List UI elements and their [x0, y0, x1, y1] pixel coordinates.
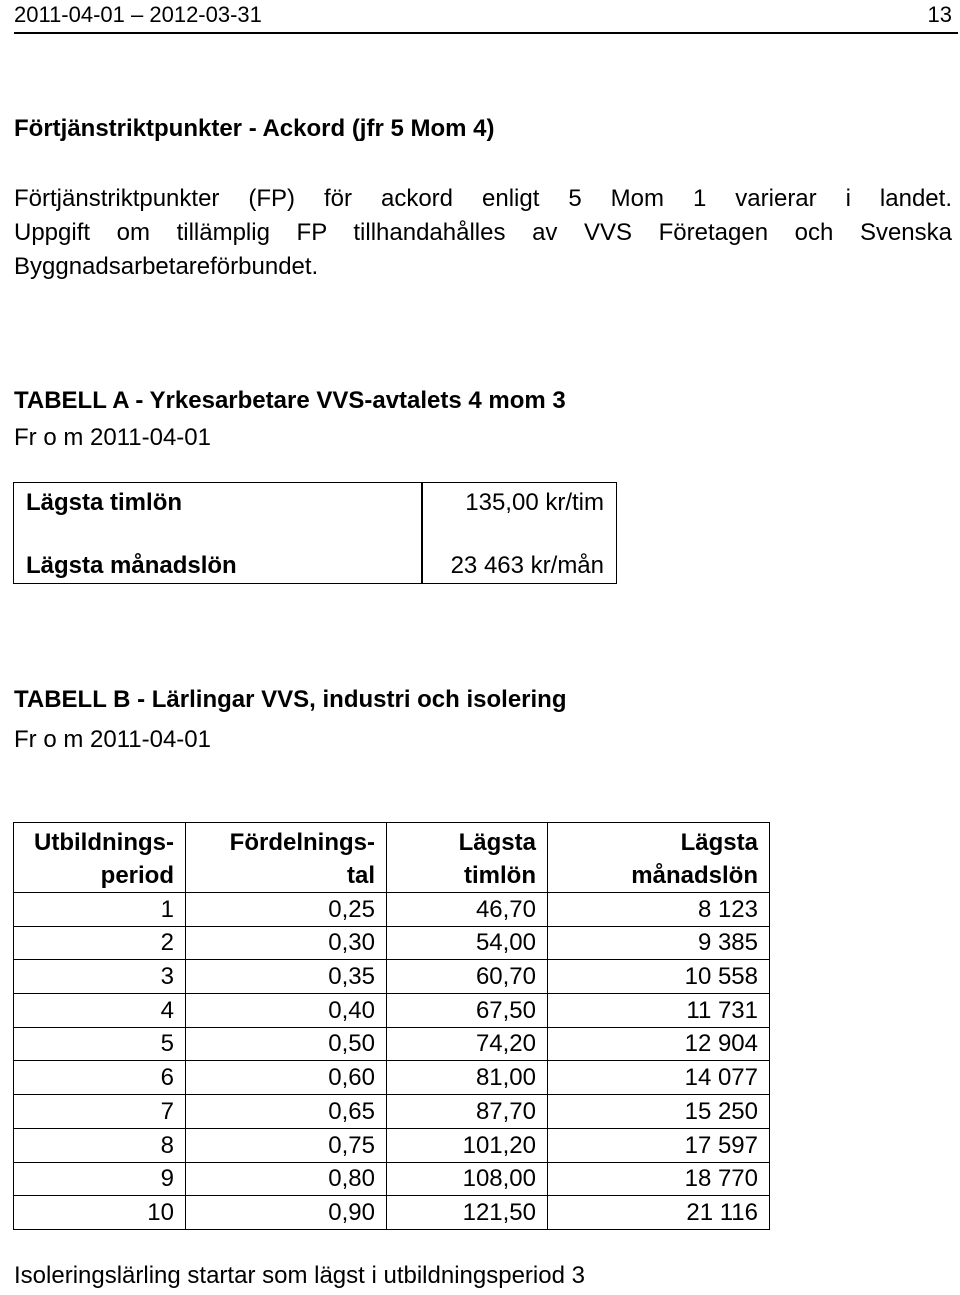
- cell-rate: 0,40: [186, 994, 387, 1028]
- cell-rate: 0,35: [186, 960, 387, 994]
- table-b-title: TABELL B - Lärlingar VVS, industri och isolering: [14, 686, 567, 713]
- table-b: [13, 822, 770, 1230]
- header-divider: [14, 32, 958, 34]
- table-a-label-monthly: Lägsta månadslön: [26, 552, 237, 579]
- cell-monthly: 15 250: [548, 1095, 770, 1129]
- header-distribution-rate-line1: Fördelnings-: [229, 829, 375, 856]
- cell-monthly: 8 123: [548, 893, 770, 927]
- cell-hourly: 54,00: [387, 926, 548, 960]
- cell-hourly: 74,20: [387, 1027, 548, 1061]
- cell-rate: 0,60: [186, 1061, 387, 1095]
- cell-period: 4: [14, 994, 186, 1028]
- header-distribution-rate: [186, 823, 387, 893]
- header-training-period: [14, 823, 186, 893]
- table-row: [14, 1095, 770, 1129]
- table-a-column-divider: [421, 483, 423, 583]
- table-row: [14, 926, 770, 960]
- cell-monthly: 9 385: [548, 926, 770, 960]
- cell-rate: 0,50: [186, 1027, 387, 1061]
- footer-note: Isoleringslärling startar som lägst i utbildningsperiod 3: [14, 1262, 585, 1289]
- section-title: Förtjänstriktpunkter - Ackord (jfr 5 Mom 4): [14, 115, 495, 142]
- table-b-valid-from: Fr o m 2011-04-01: [14, 726, 211, 753]
- cell-hourly: 87,70: [387, 1095, 548, 1129]
- header-min-monthly-line1: Lägsta: [680, 829, 758, 856]
- cell-period: 7: [14, 1095, 186, 1129]
- cell-monthly: 21 116: [548, 1196, 770, 1230]
- header-date-range: 2011-04-01 – 2012-03-31: [14, 2, 262, 27]
- section-paragraph: [14, 182, 952, 284]
- table-a-title: TABELL A - Yrkesarbetare VVS-avtalets 4 mom 3: [14, 387, 566, 414]
- table-b-body: [14, 893, 770, 1230]
- paragraph-line-1: Förtjänstriktpunkter (FP) för ackord enligt 5 Mom 1 varierar i landet.: [14, 185, 952, 212]
- table-row: [14, 893, 770, 927]
- paragraph-line-2: Uppgift om tillämplig FP tillhandahålles av VVS Företagen och Svenska: [14, 219, 952, 246]
- table-a-valid-from: Fr o m 2011-04-01: [14, 424, 211, 451]
- cell-hourly: 121,50: [387, 1196, 548, 1230]
- cell-period: 10: [14, 1196, 186, 1230]
- cell-rate: 0,65: [186, 1095, 387, 1129]
- cell-period: 2: [14, 926, 186, 960]
- cell-monthly: 18 770: [548, 1162, 770, 1196]
- table-row: [14, 1027, 770, 1061]
- cell-hourly: 46,70: [387, 893, 548, 927]
- table-row: [14, 1061, 770, 1095]
- cell-rate: 0,30: [186, 926, 387, 960]
- table-row: [14, 960, 770, 994]
- cell-monthly: 14 077: [548, 1061, 770, 1095]
- page-number: 13: [927, 2, 952, 27]
- cell-rate: 0,75: [186, 1128, 387, 1162]
- header-min-monthly-line2: månadslön: [631, 862, 758, 889]
- table-a-label-hourly: Lägsta timlön: [26, 489, 183, 516]
- header-training-period-line2: period: [100, 862, 174, 889]
- cell-monthly: 11 731: [548, 994, 770, 1028]
- table-a: [13, 482, 617, 584]
- table-b-header-row: [14, 823, 770, 893]
- header-min-hourly-line1: Lägsta: [458, 829, 536, 856]
- cell-hourly: 60,70: [387, 960, 548, 994]
- header-distribution-rate-line2: tal: [346, 862, 375, 889]
- cell-hourly: 108,00: [387, 1162, 548, 1196]
- cell-period: 9: [14, 1162, 186, 1196]
- cell-period: 1: [14, 893, 186, 927]
- table-row: [14, 1162, 770, 1196]
- header-min-hourly: [387, 823, 548, 893]
- table-a-value-monthly: 23 463 kr/mån: [450, 552, 604, 579]
- cell-monthly: 10 558: [548, 960, 770, 994]
- cell-hourly: 67,50: [387, 994, 548, 1028]
- table-row: [14, 1128, 770, 1162]
- header-min-hourly-line2: timlön: [464, 862, 536, 889]
- cell-rate: 0,90: [186, 1196, 387, 1230]
- header-training-period-line1: Utbildnings-: [34, 829, 174, 856]
- cell-period: 5: [14, 1027, 186, 1061]
- header-min-monthly: [548, 823, 770, 893]
- cell-rate: 0,80: [186, 1162, 387, 1196]
- cell-rate: 0,25: [186, 893, 387, 927]
- cell-monthly: 17 597: [548, 1128, 770, 1162]
- cell-monthly: 12 904: [548, 1027, 770, 1061]
- cell-hourly: 101,20: [387, 1128, 548, 1162]
- cell-period: 3: [14, 960, 186, 994]
- cell-period: 6: [14, 1061, 186, 1095]
- table-row: [14, 1196, 770, 1230]
- table-a-value-hourly: 135,00 kr/tim: [465, 489, 604, 516]
- table-row: [14, 994, 770, 1028]
- cell-period: 8: [14, 1128, 186, 1162]
- cell-hourly: 81,00: [387, 1061, 548, 1095]
- paragraph-line-3: Byggnadsarbetareförbundet.: [14, 253, 319, 280]
